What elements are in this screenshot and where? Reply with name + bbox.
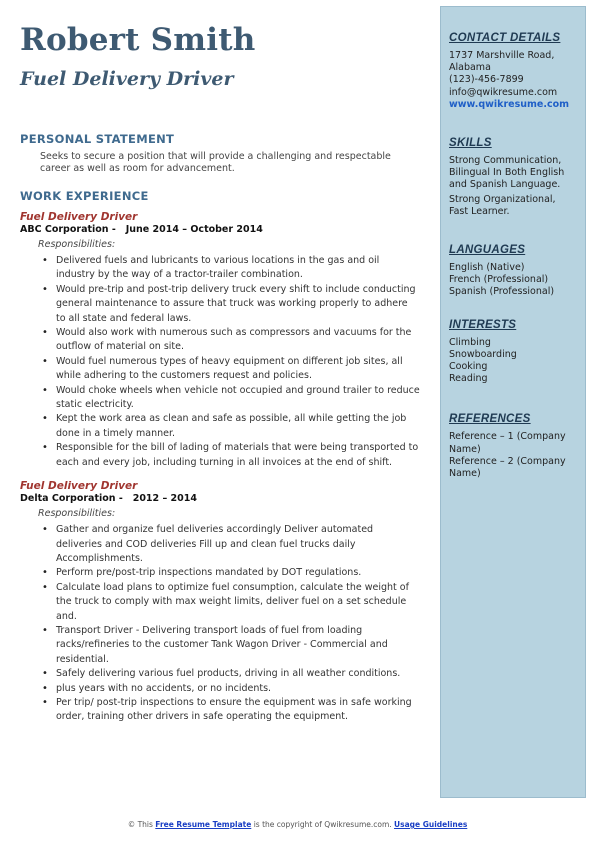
skills-section <box>449 137 577 218</box>
language-item: English (Native) <box>449 262 525 274</box>
responsibilities-label: Responsibilities: <box>38 239 116 250</box>
personal-statement-text: Seeks to secure a position that will provide a challenging and respectable career as well as room for advancement. <box>40 151 391 174</box>
language-item: French (Professional) <box>449 274 549 286</box>
languages-section <box>449 244 577 299</box>
footer-prefix: © This <box>127 820 153 829</box>
list-item: • Kept the work area as clean and safe as possible, all while getting the job done in a timely manner. <box>56 412 420 441</box>
candidate-name: Robert Smith <box>20 22 256 58</box>
list-item: • Safely delivering various fuel products, driving in all weather conditions. <box>56 667 420 681</box>
list-item: • Would fuel numerous types of heavy equipment on different job sites, all while adhering to the customers request and policies. <box>56 355 420 384</box>
list-item: • Responsible for the bill of lading of materials that were being transported to each and every job, including turning in all invoices at the end of shift. <box>56 441 420 470</box>
skills-heading: SKILLS <box>449 137 492 150</box>
languages-heading: LANGUAGES <box>449 244 526 257</box>
references-heading: REFERENCES <box>449 413 531 426</box>
contact-phone: (123)-456-7899 <box>449 74 524 86</box>
job-entry <box>20 480 420 725</box>
interest-item: Snowboarding <box>449 348 517 360</box>
list-item: • Would pre-trip and post-trip delivery truck every shift to include conducting general maintenance to assure that truck was working properly to adhere to all state and federal laws. <box>56 283 420 326</box>
responsibilities-label: Responsibilities: <box>38 508 116 520</box>
sidebar <box>440 6 586 798</box>
free-resume-template-link[interactable]: Free Resume Template <box>155 820 252 829</box>
reference-item: Reference – 1 (Company Name) <box>449 431 566 455</box>
interests-heading: INTERESTS <box>449 318 517 331</box>
contact-website-link[interactable]: www.qwikresume.com <box>449 98 570 110</box>
job-company-dates: Delta Corporation - 2012 – 2014 <box>20 493 197 505</box>
list-item: • Would choke wheels when vehicle not occupied and ground trailer to reduce static electricity. <box>56 384 420 413</box>
footer <box>0 820 595 829</box>
list-item: • Per trip/ post-trip inspections to ensure the equipment was in safe working order, training other drivers in safe operating the equipment. <box>56 696 420 725</box>
skill-item: Strong Communication, Bilingual In Both English and Spanish Language. <box>449 155 565 191</box>
personal-statement-heading: PERSONAL STATEMENT <box>20 132 175 146</box>
list-item: • Gather and organize fuel deliveries accordingly Deliver automated deliveries and COD deliveries Fill up and clean fuel trucks daily Accomplishments. <box>56 523 420 566</box>
list-item: • Transport Driver - Delivering transport loads of fuel from loading racks/refineries to the customer Tank Wagon Driver - Commercial and residential. <box>56 624 420 667</box>
usage-guidelines-link[interactable]: Usage Guidelines <box>394 820 468 829</box>
responsibilities-list <box>56 254 420 470</box>
interest-item: Climbing <box>449 336 491 348</box>
list-item: • Would also work with numerous such as compressors and vacuums for the outflow of material on site. <box>56 326 420 355</box>
contact-section <box>449 32 577 111</box>
reference-item: Reference – 2 (Company Name) <box>449 455 566 480</box>
work-experience-heading: WORK EXPERIENCE <box>20 189 149 203</box>
language-item: Spanish (Professional) <box>449 286 555 298</box>
list-item: • Calculate load plans to optimize fuel consumption, calculate the weight of the truck to comply with max weight limits, deliver fuel on a set schedule and. <box>56 581 420 624</box>
interest-item: Reading <box>449 373 488 385</box>
contact-email[interactable]: info@qwikresume.com <box>449 86 558 98</box>
job-title: Fuel Delivery Driver <box>20 480 138 493</box>
contact-heading: CONTACT DETAILS <box>449 32 561 44</box>
list-item: • plus years with no accidents, or no incidents. <box>56 682 420 696</box>
job-company-dates: ABC Corporation - June 2014 – October 2014 <box>20 224 263 235</box>
interest-item: Cooking <box>449 361 488 373</box>
interests-section <box>449 319 577 386</box>
references-section <box>449 413 577 480</box>
footer-copyright-text: is the copyright of Qwikresume.com. <box>253 820 392 829</box>
list-item: • Perform pre/post-trip inspections mandated by DOT regulations. <box>56 566 420 580</box>
responsibilities-list <box>56 523 420 725</box>
job-entry <box>20 211 420 470</box>
contact-address: 1737 Marshville Road, Alabama <box>449 50 555 74</box>
job-title: Fuel Delivery Driver <box>20 211 138 223</box>
main-column <box>20 132 420 725</box>
list-item: • Delivered fuels and lubricants to various locations in the gas and oil industry by the way of a tractor-trailer combination. <box>56 254 420 283</box>
skill-item: Strong Organizational, Fast Learner. <box>449 193 556 217</box>
candidate-title: Fuel Delivery Driver <box>20 68 234 90</box>
